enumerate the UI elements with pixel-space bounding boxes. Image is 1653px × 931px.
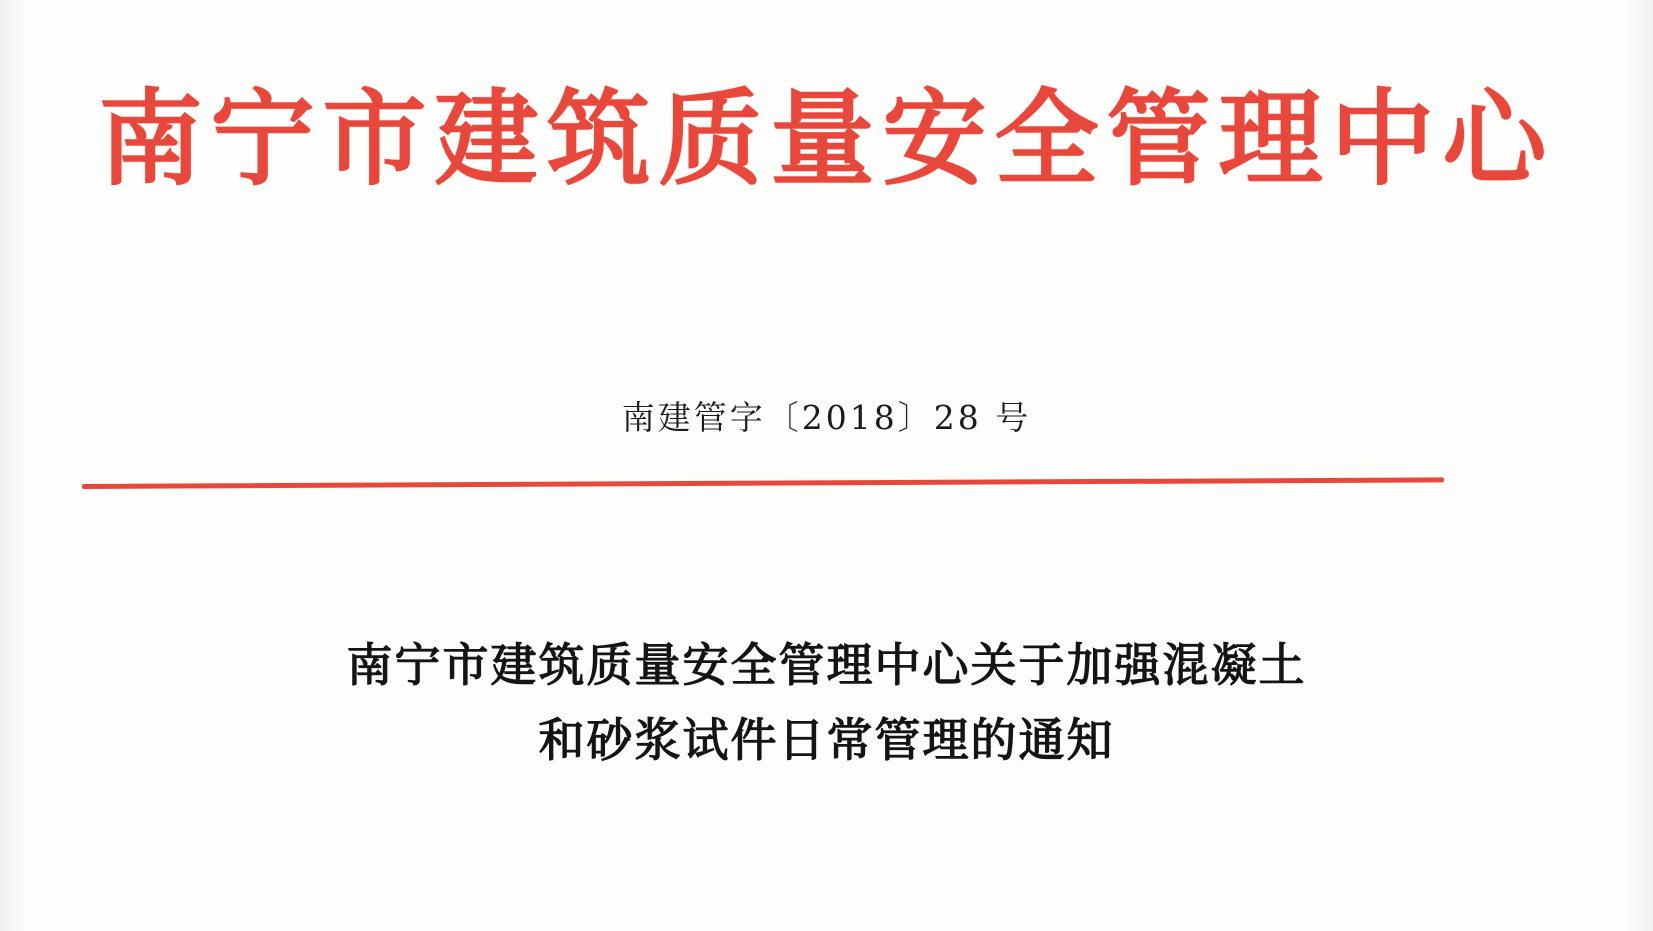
- document-title: [0, 628, 1653, 777]
- document-title-line-1: 南宁市建筑质量安全管理中心关于加强混凝土: [346, 638, 1307, 692]
- document-number: 南建管字〔2018〕28 号: [621, 398, 1032, 437]
- letterhead-organization-name: 南宁市建筑质量安全管理中心: [98, 77, 1555, 200]
- red-separator-rule: [82, 477, 1444, 489]
- document-title-line-2: 和砂浆试件日常管理的通知: [538, 712, 1115, 767]
